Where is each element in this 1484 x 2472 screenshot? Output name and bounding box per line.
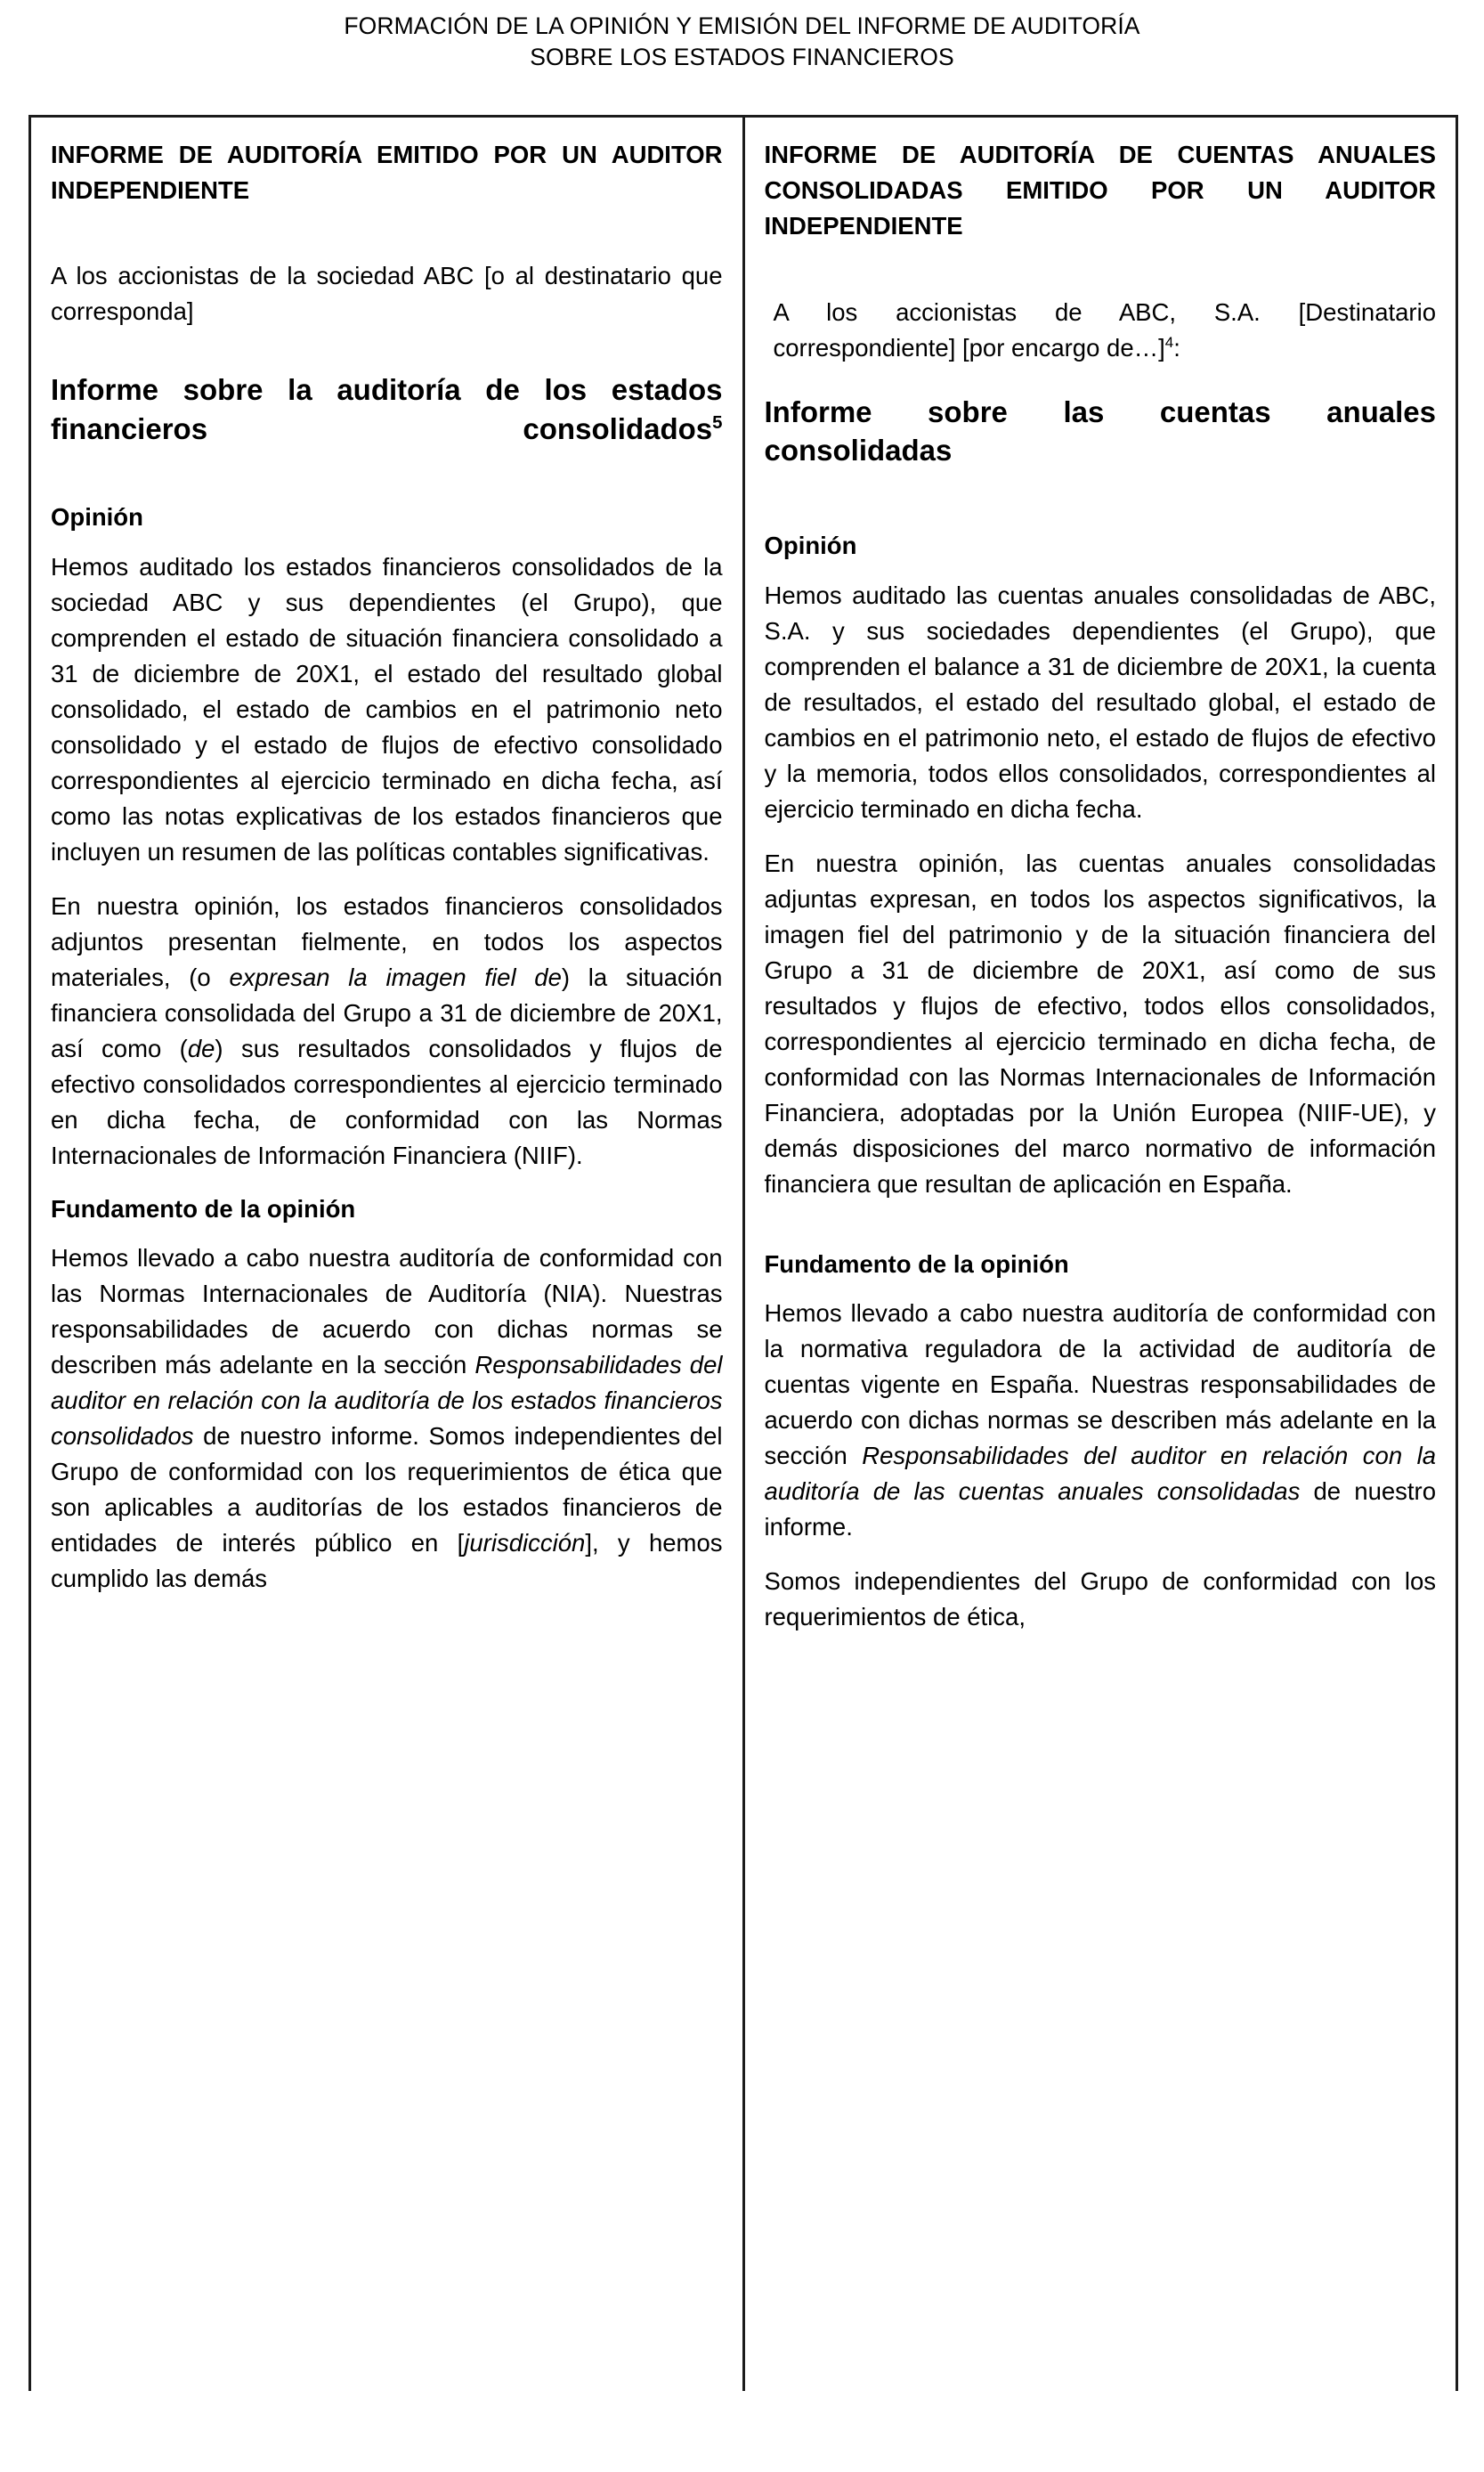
right-addressee (765, 295, 1437, 366)
table-cell-right (745, 118, 1456, 2391)
left-opinion-p2-part-a: En nuestra opinión, los estados financieros consolidados adjuntos presentan fielmente, en todos los aspectos materiales, (o (51, 891, 723, 991)
left-opinion-paragraph-1: Hemos auditado los estados financieros consolidados de la sociedad ABC y sus dependientes (el Grupo), que comprenden el estado de situación financiera consolidado a 31 de diciembre de 20X1, el estado del resultado global consolidado, el estado de cambios en el patrimonio neto consolidado y el estado de flujos de efectivo consolidado correspondientes al ejercicio terminado en dicha fecha, así como las notas explicativas de los estados financieros que incluyen un resumen de las políticas contables significativas. (51, 552, 723, 866)
right-spacer-3 (765, 1221, 1437, 1248)
left-basis-p1-italic-1: Responsabilidades del auditor en relación con la auditoría de los estados financieros consolidados (51, 1351, 723, 1451)
left-opinion-heading: Opinión (51, 503, 143, 532)
left-basis-heading: Fundamento de la opinión (51, 1194, 356, 1223)
left-section-heading-footnote-marker: 5 (712, 412, 723, 434)
left-basis-p1-part-b: de nuestro informe. Somos independientes del Grupo de conformidad con los requerimientos de ética que son aplicables a auditorías de los estados financieros de entidades de interés público en [ (51, 1422, 723, 1557)
left-basis-p1-part-a: Hemos llevado a cabo nuestra auditoría de conformidad con las Normas Internacionales de Auditoría (NIA). Nuestras responsabilidades de acuerdo con dichas normas se describen más adelante en la sección (51, 1244, 723, 1379)
left-opinion-paragraph-2 (51, 889, 723, 1174)
left-section-heading-text: Informe sobre la auditoría de los estados financieros consolidados (51, 373, 723, 446)
comparison-table (28, 115, 1458, 2391)
left-basis-p1-part-c: ], y hemos cumplido las demás (51, 1529, 723, 1593)
left-spacer-1 (51, 329, 723, 370)
right-basis-paragraph-1 (765, 1296, 1437, 1545)
left-opinion-p2-italic-2: de (187, 1034, 215, 1062)
table-cell-left (31, 118, 745, 2391)
right-basis-p1-part-a: Hemos llevado a cabo nuestra auditoría de conformidad con la normativa reguladora de la actividad de auditoría de cuentas vigente en España. Nuestras responsabilidades de acuerdo con dichas normas se describen más adelante en la sección (764, 1299, 1436, 1470)
left-opinion-p2-part-b: ) la situación financiera consolidada del Grupo a 31 de diciembre de 20X1, así como ( (51, 963, 723, 1062)
right-section-heading: Informe sobre las cuentas anuales consolidadas (764, 394, 1436, 468)
right-addressee-colon: : (1173, 333, 1180, 362)
right-basis-paragraph-2: Somos independientes del Grupo de conformidad con los requerimientos de ética, (764, 1567, 1436, 1631)
left-addressee: A los accionistas de la sociedad ABC [o al destinatario que corresponda] (51, 262, 723, 326)
left-section-heading (51, 370, 723, 488)
right-spacer-2 (765, 522, 1437, 529)
right-spacer-1 (765, 366, 1437, 393)
right-basis-p1-italic-1: Responsabilidades del auditor en relación con la auditoría de las cuentas anuales consolidadas (764, 1442, 1437, 1506)
right-opinion-paragraph-1: Hemos auditado las cuentas anuales consolidadas de ABC, S.A. y sus sociedades dependientes (el Grupo), que comprenden el balance a 31 de diciembre de 20X1, la cuenta de resultados, el estado del resultado global, el estado de cambios en el patrimonio neto, el estado de flujos de efectivo y la memoria, todos ellos consolidados, correspondientes al ejercicio terminado en dicha fecha. (764, 581, 1436, 823)
right-addressee-footnote-marker: 4 (1164, 333, 1174, 351)
right-report-title: INFORME DE AUDITORÍA DE CUENTAS ANUALES CONSOLIDADAS EMITIDO POR UN AUDITOR INDEPENDIENTE (764, 141, 1436, 240)
right-basis-heading: Fundamento de la opinión (764, 1249, 1069, 1278)
running-header-line-2: SOBRE LOS ESTADOS FINANCIEROS (530, 44, 954, 71)
right-basis-p1-part-b: de nuestro informe. (764, 1477, 1436, 1541)
left-basis-paragraph-1 (51, 1240, 723, 1597)
running-header (0, 0, 1484, 73)
left-basis-p1-italic-2: jurisdicción (464, 1529, 586, 1557)
right-addressee-text: A los accionistas de ABC, S.A. [Destinatario correspondiente] [por encargo de…] (773, 297, 1436, 362)
right-opinion-heading: Opinión (764, 532, 857, 560)
right-opinion-paragraph-2: En nuestra opinión, las cuentas anuales consolidadas adjuntas expresan, en todos los aspectos significativos, la imagen fiel del patrimonio y de la situación financiera del Grupo a 31 de diciembre de 20X1, así como de sus resultados y flujos de efectivo, todos ellos consolidados, correspondientes al ejercicio terminado en dicha fecha, de conformidad con las Normas Internacionales de Información Financiera, adoptadas por la Unión Europea (NIIF-UE), y demás disposiciones del marco normativo de información financiera que resultan de aplicación en España. (764, 849, 1436, 1198)
left-opinion-p2-part-c: ) sus resultados consolidados y flujos de efectivo consolidados correspondientes al ejercicio terminado en dicha fecha, de conformidad con las Normas Internacionales de Información Financiera (NIIF). (51, 1034, 723, 1169)
left-opinion-p2-italic-1: expresan la imagen fiel de (229, 963, 562, 991)
running-header-line-1: FORMACIÓN DE LA OPINIÓN Y EMISIÓN DEL INFORME DE AUDITORÍA (344, 12, 1140, 39)
left-report-title: INFORME DE AUDITORÍA EMITIDO POR UN AUDITOR INDEPENDIENTE (51, 141, 723, 205)
